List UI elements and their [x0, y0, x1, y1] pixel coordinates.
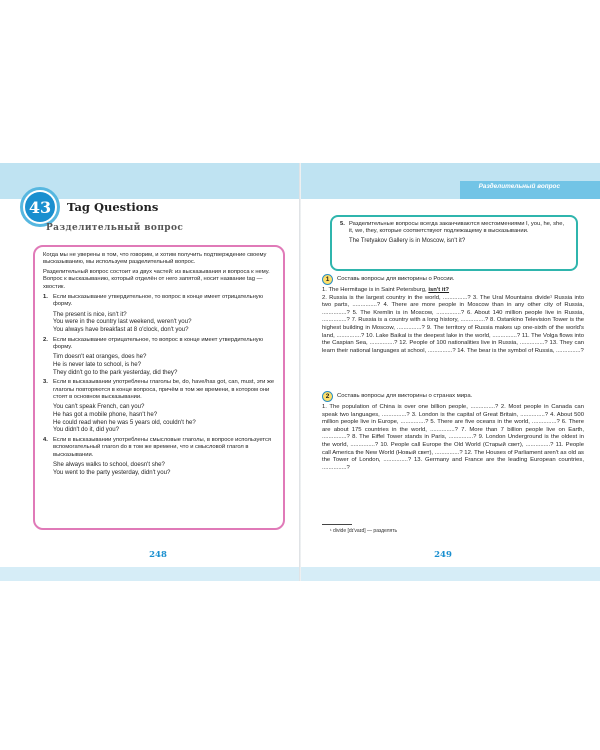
grammar-rule-box	[33, 245, 285, 530]
rule-text: Если высказывание отрицательное, то вопрос в конце имеет утвердительную форму.	[53, 336, 264, 351]
page-number-right: 249	[434, 550, 452, 560]
rule-number: 2.	[43, 336, 48, 343]
running-head: Разделительный вопрос	[478, 183, 560, 190]
lesson-number-badge	[20, 187, 60, 227]
rule-number: 1.	[43, 294, 48, 301]
example-sentence: They didn't go to the park yesterday, did they?	[53, 368, 178, 376]
example-sentence: She always walks to school, doesn't she?	[53, 461, 165, 469]
rule-intro-2: Разделительный вопрос состоит из двух частей: из высказывания и вопроса к нему. Вопрос к высказыванию, который отделён от него запятой, носит название tag — хвостик.	[43, 268, 270, 290]
exercise-2	[322, 391, 584, 472]
rule-item	[43, 379, 275, 401]
exercise-first-line	[322, 287, 584, 295]
rule-examples	[43, 353, 275, 376]
example-sentence: You always have breakfast at 8 o'clock, don't you?	[53, 326, 189, 334]
exercise-instruction: Составь вопросы для викторины о странах мира.	[337, 392, 473, 399]
exercise-instruction: Составь вопросы для викторины о России.	[337, 275, 455, 282]
example-sentence: You went to the party yesterday, didn't you?	[53, 468, 171, 476]
note-number: 5.	[340, 221, 345, 227]
exercise-header	[322, 391, 584, 402]
example-sentence: You didn't do it, did you?	[53, 426, 119, 434]
note-example: The Tretyakov Gallery is in Moscow, isn't it?	[349, 238, 466, 245]
exercise-number-badge: 2	[322, 391, 333, 402]
rule-number: 4.	[43, 436, 48, 443]
exercise-body: 2. Russia is the largest country in the world, ...............? 3. The Ural Mountains divide¹ Russia into two parts, ...............? 4. There are more people in Moscow than in any other city of Russia, ...............? 5. The Kremlin is in Moscow, ...............? 6. About 140 million people live in Russia, ...............? 7. Russia is a country with a long history, ...............? 8. Ostankino Television Tower is the highest building in Moscow, ...............? 9. The territory of Russia makes up one-sixth of the world's land, ...............? 10. Lake Baikal is the deepest lake in the world, ...............? 11. The Volga flows into the Caspian Sea, ...............? 12. People of 100 nationalities live in Russia, ...............? 13. They can learn their national languages at school, ...............? 14. The bear is the symbol of Russia, ...............?	[322, 294, 584, 354]
rule-examples	[43, 461, 275, 476]
lesson-subtitle: Разделительный вопрос	[46, 223, 184, 233]
example-sentence: He is never late to school, is he?	[53, 361, 142, 369]
example-sentence: Tim doesn't eat oranges, does he?	[53, 353, 147, 361]
textbook-spread	[0, 163, 600, 581]
example-sentence: He has got a mobile phone, hasn't he?	[53, 411, 158, 419]
exercise-number-badge: 1	[322, 274, 333, 285]
rule-examples	[43, 311, 275, 334]
exercise-1	[322, 274, 584, 355]
rule-intro	[43, 252, 275, 267]
exercise-sentence: 1. The Hermitage is in Saint Petersburg,	[322, 287, 429, 293]
note-row	[340, 221, 568, 235]
rule-text: Если в высказывании употреблены глаголы be, do, have/has got, can, must, эти же глаголы повторяются в конце вопроса, причём в том же времени, в котором они стоят в основном высказывании.	[53, 379, 275, 401]
footnote: ¹ divide [dɪ'vaɪd] — разделять	[330, 528, 398, 534]
rule-text: Если высказывание утвердительное, то вопрос в конце имеет отрицательную форму.	[53, 294, 264, 308]
exercise-header	[322, 274, 584, 285]
rule-text: Если в высказывании употреблены смысловые глаголы, в вопросе используется вспомогательный глагол do в том же времени, что и смысловой глагол в высказывании.	[53, 436, 272, 458]
lesson-title: Tag Questions	[67, 200, 159, 214]
exercise-body: 1. The population of China is over one billion people, ...............? 2. Most people in Canada can speak two languages, ...............? 3. London is the capital of Great Britain, ...............? 4. About 500 million people live in Europe, ...............? 5. There are five oceans in the world, ...............? 6. There are about 175 countries in the world, ...............? 7. More than 7 billion people live on Earth, ...............? 8. The Eiffel Tower stands in Paris, ...............? 9. London Underground is the oldest in the world, ...............? 10. People call Europe the Old World (Старый свет), ...............? 11. People call America the New World (Новый свет), ...............? 12. The Houses of Parliament aren't as old as the Tower of London, ...............? 13. Germany and France are the leading European countries, ...............?	[322, 404, 584, 471]
example-sentence: He could read when he was 5 years old, couldn't he?	[53, 418, 196, 426]
note-text: Разделительные вопросы всегда заканчиваются местоимениями I, you, he, she, it, we, they, которые соответствуют подлежащему в высказывании.	[349, 221, 565, 235]
example-sentence: You can't speak French, can you?	[53, 403, 145, 411]
book-spine	[299, 163, 301, 581]
example-sentence: The present is nice, isn't it?	[53, 310, 127, 318]
rule-item	[43, 337, 275, 352]
grammar-note-box	[330, 215, 578, 271]
example-sentence: You were in the country last weekend, weren't you?	[53, 318, 192, 326]
right-footer-band	[300, 567, 600, 581]
lesson-number: 43	[25, 192, 55, 222]
rule-examples	[43, 403, 275, 433]
rule-intro-text: Когда мы не уверены в том, что говорим, и хотим получить подтверждение своему высказыванию, мы используем разделительный вопрос.	[43, 252, 267, 266]
left-footer-band	[0, 567, 300, 581]
rule-number: 3.	[43, 379, 48, 386]
sample-answer: isn't it?	[428, 287, 450, 293]
page-number-left: 248	[149, 550, 167, 560]
rule-item	[43, 294, 275, 309]
rule-item	[43, 437, 275, 459]
footnote-divider	[322, 524, 352, 525]
